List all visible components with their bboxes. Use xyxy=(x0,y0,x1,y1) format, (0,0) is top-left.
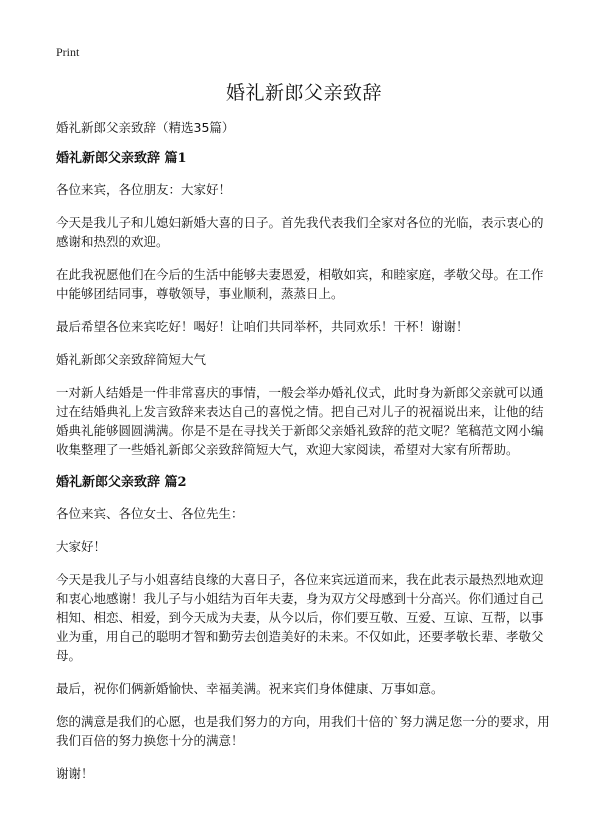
paragraph: 今天是我儿子与小姐喜结良缘的大喜日子，各位来宾远道而来，我在此表示最热烈地欢迎和衷心地感谢！我儿子与小姐结为百年夫妻，身为双方父母感到十分高兴。你们通过自己相知、相恋、相爱，到今天成为夫妻，从今以后，你们要互敬、互爱、互谅、互帮，以事业为重，用自己的聪明才智和勤劳去创造美好的未来。不仅如此，还要孝敬长辈、孝敬父母。 xyxy=(56,572,544,663)
page-title: 婚礼新郎父亲致辞 xyxy=(225,82,382,104)
section-heading: 婚礼新郎父亲致辞 篇1 xyxy=(56,151,187,166)
paragraph: 最后，祝你们俩新婚愉快、幸福美满。祝来宾们身体健康、万事如意。 xyxy=(56,681,444,696)
paragraph: 一对新人结婚是一件非常喜庆的事情，一般会举办婚礼仪式，此时身为新郎父亲就可以通过在结婚典礼上发言致辞来表达自己的喜悦之情。把自己对儿子的祝福说出来，让他的结婚典礼能够圆圆满满。你是不是在寻找关于新郎父亲婚礼致辞的范文呢？笔稿范文网小编收集整理了一些婚礼新郎父亲致辞简短大气，欢迎大家阅读，希望对大家有所帮助。 xyxy=(56,385,544,457)
document-subtitle: 婚礼新郎父亲致辞（精选35篇） xyxy=(56,120,235,135)
paragraph: 您的满意是我们的心愿，也是我们努力的方向，用我们十倍的`努力满足您一分的要求，用我们百倍的努力换您十分的满意！ xyxy=(56,714,550,748)
section-heading: 婚礼新郎父亲致辞 篇2 xyxy=(56,475,187,490)
document-body xyxy=(56,118,552,797)
print-link[interactable]: Print xyxy=(56,45,80,59)
paragraph: 最后希望各位来宾吃好！喝好！让咱们共同举杯，共同欢乐！干杯！谢谢！ xyxy=(56,319,469,334)
paragraph: 谢谢！ xyxy=(56,766,94,781)
paragraph: 今天是我儿子和儿媳妇新婚大喜的日子。首先我代表我们全家对各位的光临，表示衷心的感谢和热烈的欢迎。 xyxy=(56,215,544,249)
paragraph: 在此我祝愿他们在今后的生活中能够夫妻恩爱，相敬如宾，和睦家庭，孝敬父母。在工作中能够团结同事，尊敬领导，事业顺利，蒸蒸日上。 xyxy=(56,267,544,301)
paragraph: 婚礼新郎父亲致辞简短大气 xyxy=(56,352,207,367)
paragraph: 各位来宾，各位朋友：大家好！ xyxy=(56,182,232,197)
paragraph: 各位来宾、各位女士、各位先生： xyxy=(56,506,244,521)
paragraph: 大家好！ xyxy=(56,539,107,554)
